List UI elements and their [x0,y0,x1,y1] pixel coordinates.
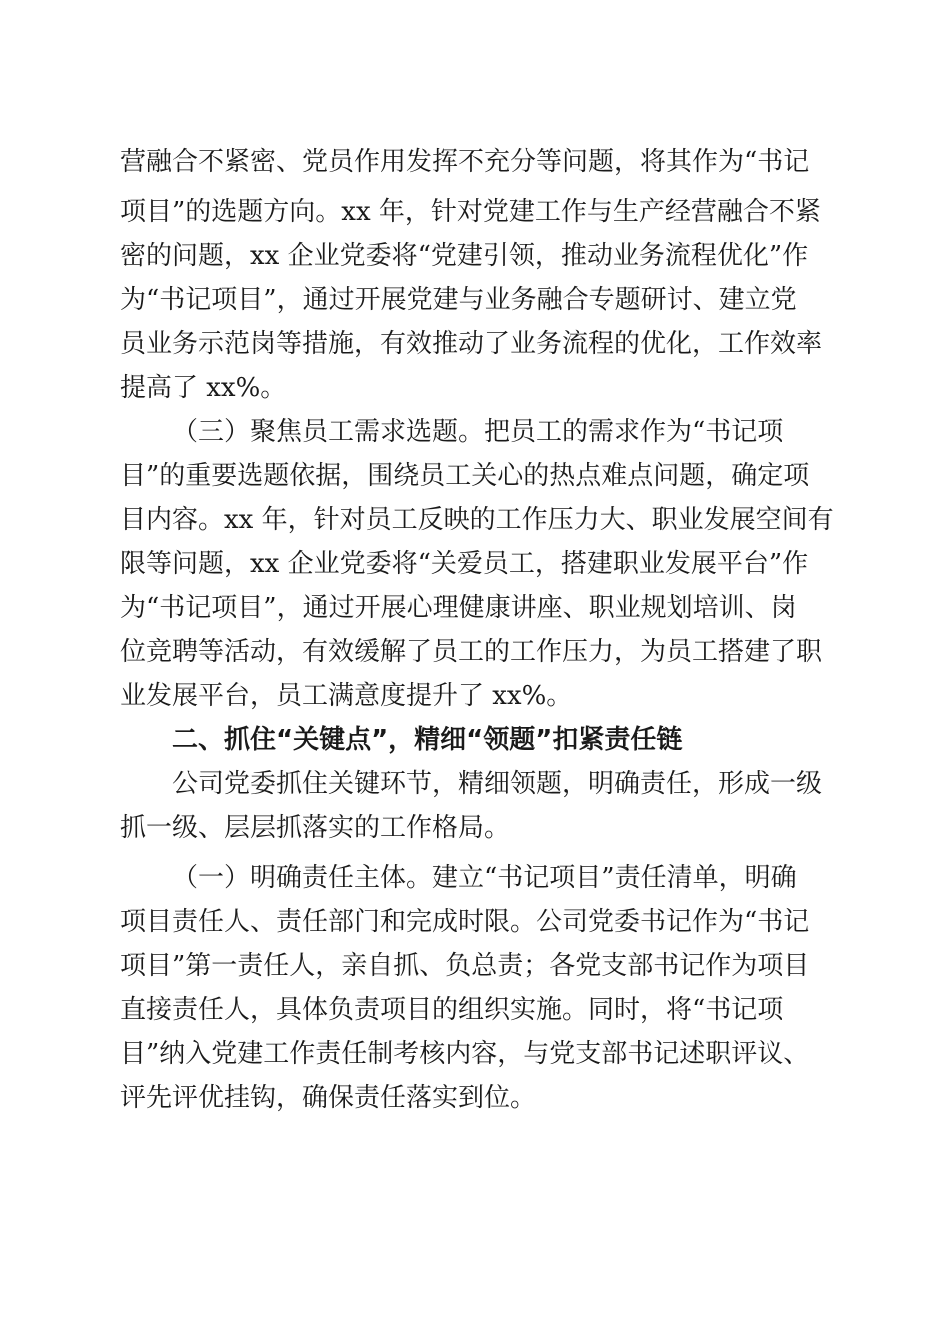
paragraph-line: 项目”第一责任人，亲自抓、负总责；各党支部书记作为项目 [120,951,810,981]
paragraph-line: 营融合不紧密、党员作用发挥不充分等问题，将其作为“书记 [120,147,810,177]
section-heading: 二、抓住“关键点”，精细“领题”扣紧责任链 [172,725,683,755]
subsection-line: （三）聚焦员工需求选题。把员工的需求作为“书记项 [172,417,784,447]
paragraph-line: 位竞聘等活动，有效缓解了员工的工作压力，为员工搭建了职 [120,637,823,667]
paragraph-line: 项目”的选题方向。xx 年，针对党建工作与生产经营融合不紧 [120,197,821,227]
paragraph-line: 限等问题，xx 企业党委将“关爱员工，搭建职业发展平台”作 [120,549,809,579]
paragraph-line: 为“书记项目”，通过开展党建与业务融合专题研讨、建立党 [120,285,797,315]
subsection-line: （一）明确责任主体。建立“书记项目”责任清单，明确 [172,863,797,893]
paragraph-line: 直接责任人，具体负责项目的组织实施。同时，将“书记项 [120,995,784,1025]
paragraph-line: 目”的重要选题依据，围绕员工关心的热点难点问题，确定项 [120,461,810,491]
paragraph-line: 评先评优挂钩，确保责任落实到位。 [120,1083,537,1113]
paragraph-line: 密的问题，xx 企业党委将“党建引领，推动业务流程优化”作 [120,241,809,271]
paragraph-line: 项目责任人、责任部门和完成时限。公司党委书记作为“书记 [120,907,810,937]
paragraph-line: 员业务示范岗等措施，有效推动了业务流程的优化，工作效率 [120,329,823,359]
paragraph-line: 业发展平台，员工满意度提升了 xx%。 [120,681,573,711]
paragraph-line: 公司党委抓住关键环节，精细领题，明确责任，形成一级 [172,769,823,799]
paragraph-line: 目内容。xx 年，针对员工反映的工作压力大、职业发展空间有 [120,505,834,535]
paragraph-line: 为“书记项目”，通过开展心理健康讲座、职业规划培训、岗 [120,593,797,623]
paragraph-line: 抓一级、层层抓落实的工作格局。 [120,813,511,843]
paragraph-line: 提高了 xx%。 [120,373,287,403]
paragraph-line: 目”纳入党建工作责任制考核内容，与党支部书记述职评议、 [120,1039,810,1069]
